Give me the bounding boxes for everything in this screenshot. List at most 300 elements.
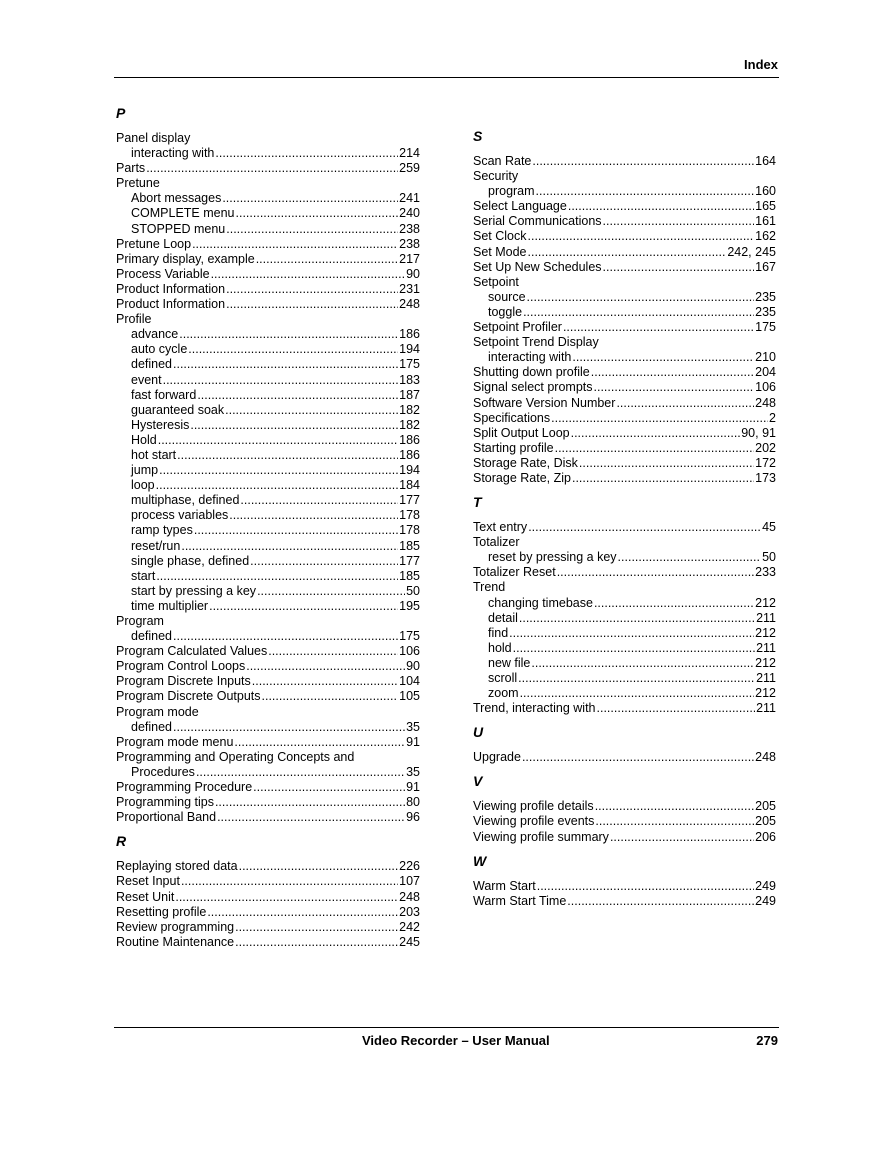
dot-leader [568, 199, 754, 214]
index-page-number: 212 [755, 625, 776, 640]
dot-leader [527, 290, 755, 305]
index-entry-text: STOPPED menu [131, 221, 226, 236]
index-page-number: 175 [755, 320, 776, 335]
index-page-number: 242 [399, 919, 420, 934]
index-subentry [116, 206, 420, 221]
dot-leader [572, 350, 754, 365]
index-page-number: 212 [755, 686, 776, 701]
dot-leader [597, 701, 756, 716]
dot-leader [603, 260, 755, 275]
index-page-number: 178 [399, 508, 420, 523]
index-subentry [473, 656, 776, 671]
index-entry-text: Viewing profile summary [473, 829, 609, 844]
index-entry-text: Set Mode [473, 244, 527, 259]
index-page-number: 205 [755, 814, 776, 829]
index-entry-text: jump [131, 463, 159, 478]
index-page-number: 185 [399, 538, 420, 553]
index-page-number: 238 [399, 221, 420, 236]
index-entry-text: Warm Start Time [473, 893, 567, 908]
index-entry-text: Hysteresis [131, 417, 190, 432]
index-subentry [473, 596, 776, 611]
dot-leader [594, 380, 755, 395]
dot-leader [211, 267, 406, 282]
dot-leader [519, 611, 755, 626]
index-entry-text: auto cycle [131, 342, 188, 357]
index-page-number: 106 [399, 644, 420, 659]
dot-leader [159, 463, 398, 478]
dot-leader [226, 222, 398, 237]
index-entry-text: start by pressing a key [131, 583, 257, 598]
index-entry-heading: Trend [473, 580, 506, 595]
index-entry [116, 252, 420, 267]
index-entry [116, 890, 420, 905]
index-subentry [473, 686, 776, 701]
index-page-number: 107 [399, 874, 420, 889]
index-section-letter: W [473, 852, 487, 869]
dot-leader [226, 282, 398, 297]
dot-leader [173, 720, 405, 735]
index-page-number: 184 [399, 478, 420, 493]
dot-leader [234, 735, 405, 750]
index-entry [473, 154, 776, 169]
dot-leader [557, 565, 754, 580]
index-page-number: 172 [755, 455, 776, 470]
index-page-number: 161 [755, 214, 776, 229]
index-section-letter: P [116, 105, 126, 121]
index-entry-text: Resetting profile [116, 904, 207, 919]
index-page-number: 177 [399, 493, 420, 508]
dot-leader [532, 154, 754, 169]
footer-document-title: Video Recorder – User Manual [362, 1033, 550, 1048]
index-entry-text: Viewing profile details [473, 799, 594, 814]
index-entry-text: COMPLETE menu [131, 206, 235, 221]
index-section-letter: V [473, 773, 483, 790]
index-entry-text: Select Language [473, 199, 567, 214]
index-entry-text: Upgrade [473, 750, 521, 765]
dot-leader [236, 206, 399, 221]
index-page-number: 50 [762, 550, 776, 565]
index-entry [473, 701, 776, 716]
index-page-number: 233 [755, 565, 776, 580]
dot-leader [146, 161, 398, 176]
dot-leader [158, 433, 398, 448]
index-page-number: 211 [756, 610, 776, 625]
index-section-letter: U [473, 724, 484, 741]
index-column-left [116, 103, 420, 950]
index-page-number: 203 [399, 904, 420, 919]
index-page-number: 91 [406, 734, 420, 749]
index-page-number: 91 [406, 780, 420, 795]
index-entry [116, 297, 420, 312]
dot-leader [188, 342, 398, 357]
dot-leader [594, 596, 754, 611]
dot-leader [536, 184, 755, 199]
index-entry-text: time multiplier [131, 598, 209, 613]
dot-leader [528, 229, 755, 244]
index-page-number: 104 [399, 674, 420, 689]
index-page-number: 211 [756, 640, 776, 655]
index-page-number: 205 [755, 799, 776, 814]
index-entry-text: advance [131, 327, 179, 342]
index-page-number: 182 [399, 417, 420, 432]
index-entry [116, 920, 420, 935]
index-entry-heading: Pretune [116, 176, 160, 191]
dot-leader [156, 478, 399, 493]
index-entry [473, 894, 776, 909]
index-page-number: 241 [399, 191, 420, 206]
index-entry-text: Hold [131, 432, 157, 447]
dot-leader [513, 641, 755, 656]
dot-leader [610, 830, 754, 845]
index-entry-heading: Program [116, 614, 164, 628]
dot-leader [239, 859, 399, 874]
dot-leader [194, 523, 398, 538]
index-entry-text: scroll [488, 671, 518, 685]
dot-leader [616, 396, 754, 411]
index-entry-text: Specifications [473, 410, 551, 425]
index-subentry [116, 146, 420, 161]
index-entry-text: Abort messages [131, 191, 222, 206]
index-entry-text: Storage Rate, Zip [473, 470, 571, 485]
index-subentry [116, 765, 420, 780]
dot-leader [537, 879, 754, 894]
index-entry [473, 830, 776, 845]
index-entry-text: Program Control Loops [116, 659, 246, 674]
index-page-number: 217 [399, 251, 420, 266]
dot-leader [509, 626, 754, 641]
index-entry-text: Programming Procedure [116, 780, 253, 795]
index-entry-text: Reset Input [116, 874, 180, 889]
index-subentry [116, 523, 420, 538]
index-entry-heading: Program mode [116, 704, 199, 719]
index-page-number: 175 [399, 357, 420, 372]
dot-leader [179, 327, 398, 342]
dot-leader [579, 456, 754, 471]
index-entry [473, 814, 776, 829]
index-entry-text: Split Output Loop [473, 425, 570, 440]
index-entry [116, 905, 420, 920]
index-page-number: 90, 91 [741, 425, 776, 440]
index-entry-text: Program Discrete Inputs [116, 674, 251, 689]
index-page-number: 248 [399, 889, 420, 904]
index-entry-text: Setpoint Profiler [473, 320, 562, 335]
dot-leader [595, 799, 754, 814]
dot-leader [595, 814, 754, 829]
index-page-number: 249 [755, 893, 776, 908]
dot-leader [603, 214, 755, 229]
dot-leader [572, 471, 754, 486]
dot-leader [156, 569, 398, 584]
index-entry-text: Shutting down profile [473, 365, 590, 380]
index-page-number: 90 [406, 266, 420, 281]
dot-leader [215, 795, 405, 810]
index-entry-text: defined [131, 719, 173, 734]
index-subentry [116, 418, 420, 433]
index-entry-text: Replaying stored data [116, 859, 238, 874]
index-entry-text: process variables [131, 508, 229, 523]
index-entry-heading: Security [473, 169, 519, 184]
index-page-number: 35 [406, 719, 420, 734]
index-entry [116, 780, 420, 795]
index-entry-text: Viewing profile events [473, 814, 595, 829]
index-entry-text: loop [131, 478, 155, 493]
index-section-letter: R [116, 833, 127, 850]
index-entry-heading: Profile [116, 312, 152, 327]
dot-leader [518, 671, 755, 686]
index-page-number: 238 [399, 236, 420, 251]
index-subentry [116, 720, 420, 735]
dot-leader [523, 305, 754, 320]
index-entry [116, 795, 420, 810]
dot-leader [256, 252, 398, 267]
index-page-number: 259 [399, 161, 420, 176]
index-entry-text: defined [131, 629, 173, 644]
index-subentry [473, 350, 776, 365]
index-entry [473, 565, 776, 580]
index-subentry [116, 403, 420, 418]
dot-leader [563, 320, 754, 335]
index-page-number: 178 [399, 523, 420, 538]
index-entry-heading: Setpoint [473, 274, 519, 289]
index-page-number: 194 [399, 342, 420, 357]
index-entry [473, 471, 776, 486]
dot-leader [173, 357, 398, 372]
index-entry-text: zoom [488, 686, 519, 701]
index-page-number: 182 [399, 402, 420, 417]
index-entry-text: Software Version Number [473, 395, 616, 410]
dot-leader [528, 520, 761, 535]
index-page-number: 206 [755, 829, 776, 844]
index-entry-text: toggle [488, 304, 523, 319]
index-subentry [473, 641, 776, 656]
index-entry-text: Scan Rate [473, 154, 532, 168]
index-subentry [116, 539, 420, 554]
index-entry-text: Serial Communications [473, 214, 602, 229]
index-entry-text: Reset Unit [116, 889, 175, 904]
index-page-number: 186 [399, 447, 420, 462]
index-entry-heading: Setpoint Trend Display [473, 335, 599, 350]
index-page-number: 226 [399, 859, 420, 874]
dot-leader [257, 584, 405, 599]
index-subentry [116, 388, 420, 403]
index-entry [473, 456, 776, 471]
index-subentry [116, 448, 420, 463]
index-entry [116, 161, 420, 176]
index-page-number: 248 [755, 395, 776, 410]
dot-leader [197, 388, 398, 403]
dot-leader [192, 237, 398, 252]
index-entry [473, 411, 776, 426]
page-header-title: Index [744, 57, 778, 72]
index-section-letter: S [473, 128, 483, 144]
index-subentry [473, 611, 776, 626]
footer-page-number: 279 [756, 1033, 778, 1048]
dot-leader [531, 656, 754, 671]
index-subentry [473, 290, 776, 305]
dot-leader [567, 894, 754, 909]
index-subentry [116, 433, 420, 448]
index-subentry [473, 671, 776, 686]
index-entry-text: defined [131, 357, 173, 372]
dot-leader [522, 750, 754, 765]
index-page-number: 249 [755, 878, 776, 893]
index-entry [473, 199, 776, 214]
index-entry [473, 245, 776, 260]
index-page-number: 2 [769, 410, 776, 425]
index-entry-text: hot start [131, 447, 177, 462]
dot-leader [618, 550, 762, 565]
index-column-right [473, 126, 776, 909]
index-entry-text: Routine Maintenance [116, 934, 235, 949]
index-entry-text: single phase, defined [131, 553, 250, 568]
index-subentry [116, 342, 420, 357]
index-entry-text: changing timebase [488, 595, 593, 610]
index-subentry [116, 327, 420, 342]
index-page-number: 212 [755, 655, 776, 670]
dot-leader [209, 599, 398, 614]
index-entry [473, 441, 776, 456]
dot-leader [555, 441, 755, 456]
index-subentry [116, 478, 420, 493]
index-page-number: 90 [406, 659, 420, 674]
dot-leader [229, 508, 398, 523]
index-page-number: 214 [399, 146, 420, 161]
index-entry [116, 644, 420, 659]
index-entry [116, 810, 420, 825]
index-page-number: 165 [755, 199, 776, 214]
index-page-number: 167 [755, 259, 776, 274]
index-entry-text: fast forward [131, 387, 197, 402]
dot-leader [253, 780, 405, 795]
dot-leader [196, 765, 405, 780]
dot-leader [177, 448, 398, 463]
index-entry-text: Primary display, example [116, 251, 255, 266]
dot-leader [246, 659, 405, 674]
index-entry-text: Parts [116, 161, 146, 176]
index-entry-text: Starting profile [473, 440, 554, 455]
dot-leader [173, 629, 398, 644]
dot-leader [240, 493, 398, 508]
index-page-number: 240 [399, 206, 420, 221]
index-page-number: 194 [399, 463, 420, 478]
dot-leader [217, 810, 405, 825]
index-page-number: 235 [755, 304, 776, 319]
index-subentry [116, 222, 420, 237]
index-entry [473, 879, 776, 894]
index-entry [473, 214, 776, 229]
dot-leader [235, 920, 398, 935]
index-subentry [473, 184, 776, 199]
index-entry-text: find [488, 625, 509, 640]
index-entry-text: hold [488, 640, 512, 655]
index-page-number: 248 [755, 750, 776, 765]
index-page-number: 173 [755, 470, 776, 485]
index-entry-text: Program Discrete Outputs [116, 689, 261, 704]
index-entry [116, 237, 420, 252]
dot-leader [215, 146, 398, 161]
index-page-number: 245 [399, 934, 420, 949]
index-page-number: 160 [755, 184, 776, 199]
index-entry-text: Proportional Band [116, 810, 217, 825]
index-page-number: 162 [755, 229, 776, 244]
index-entry-heading: Panel display [116, 131, 191, 145]
index-entry [116, 267, 420, 282]
index-entry-text: interacting with [488, 350, 572, 365]
index-page-number: 211 [756, 671, 776, 685]
index-entry [116, 659, 420, 674]
index-subentry [116, 373, 420, 388]
index-entry [116, 689, 420, 704]
index-page-number: 195 [399, 598, 420, 613]
index-entry-text: program [488, 184, 535, 199]
index-page-number: 105 [399, 689, 420, 704]
dot-leader [250, 554, 398, 569]
index-entry [473, 396, 776, 411]
index-page-number: 45 [762, 520, 776, 535]
index-page-number: 212 [755, 595, 776, 610]
index-entry [473, 260, 776, 275]
dot-leader [226, 297, 398, 312]
dot-leader [268, 644, 398, 659]
index-entry-text: Product Information [116, 281, 226, 296]
index-entry [473, 750, 776, 765]
dot-leader [175, 890, 398, 905]
dot-leader [207, 905, 398, 920]
index-entry-text: Set Up New Schedules [473, 259, 602, 274]
index-entry [473, 320, 776, 335]
dot-leader [571, 426, 741, 441]
index-page-number: 210 [755, 350, 776, 365]
index-page-number: 177 [399, 553, 420, 568]
index-entry [473, 520, 776, 535]
index-subentry [116, 569, 420, 584]
index-page-number: 96 [406, 810, 420, 825]
index-entry-text: Warm Start [473, 878, 536, 893]
dot-leader [252, 674, 398, 689]
index-page-number: 106 [755, 380, 776, 395]
index-subentry [116, 463, 420, 478]
index-entry-heading: Programming and Operating Concepts and [116, 749, 355, 764]
index-entry [473, 380, 776, 395]
index-entry [116, 282, 420, 297]
index-page-number: 80 [406, 795, 420, 810]
index-subentry [116, 493, 420, 508]
index-page-number: 231 [399, 281, 420, 296]
dot-leader [181, 539, 398, 554]
index-entry-text: Process Variable [116, 266, 210, 281]
index-subentry [116, 584, 420, 599]
index-page-number: 186 [399, 327, 420, 342]
index-entry-text: Storage Rate, Disk [473, 455, 578, 470]
index-entry-text: event [131, 372, 162, 387]
index-entry [473, 365, 776, 380]
dot-leader [225, 403, 398, 418]
index-page-number: 183 [399, 372, 420, 387]
index-entry [116, 735, 420, 750]
dot-leader [528, 245, 727, 260]
dot-leader [520, 686, 755, 701]
index-entry [473, 799, 776, 814]
index-entry-text: Totalizer Reset [473, 565, 556, 580]
index-entry [116, 859, 420, 874]
index-entry-text: Set Clock [473, 229, 527, 244]
index-page-number: 202 [755, 440, 776, 455]
index-entry-heading: Totalizer [473, 535, 520, 550]
dot-leader [190, 418, 398, 433]
footer-rule [114, 1027, 779, 1028]
index-subentry [116, 508, 420, 523]
index-page-number: 175 [399, 629, 420, 644]
